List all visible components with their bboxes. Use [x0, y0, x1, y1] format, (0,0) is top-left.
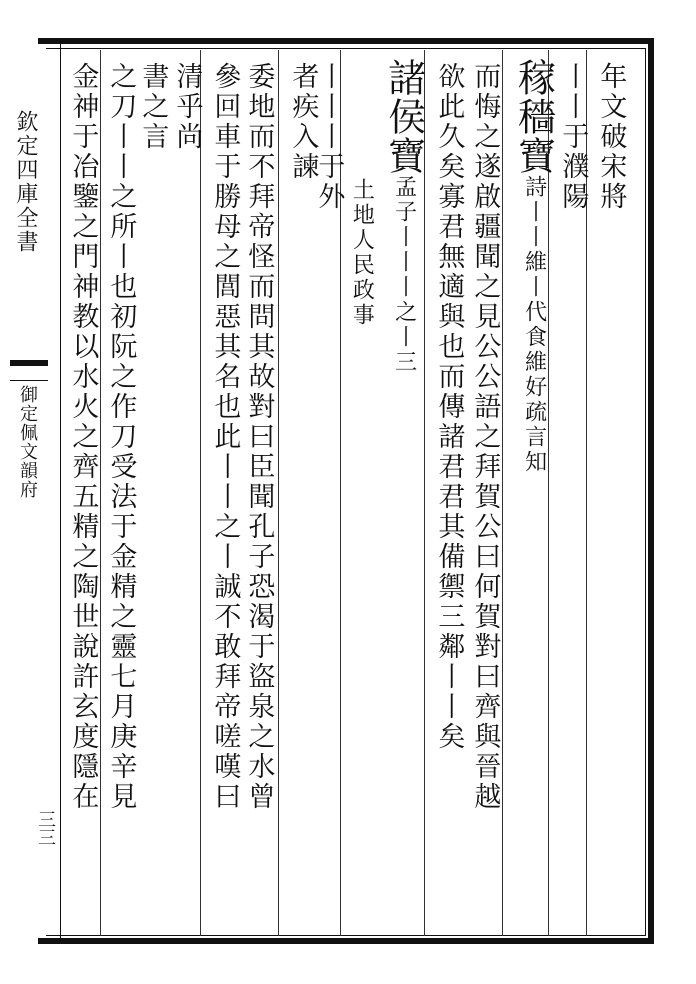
column-rule — [100, 50, 101, 936]
text-column-11: 參回車于勝母之閭惡其名也此丨丨之丨誠不敢拜帝嗟嘆曰 — [209, 62, 241, 812]
text-column-4: 而悔之遂啟疆聞之見公公語之拜賀公曰何賀對曰齊與晉越 — [469, 62, 501, 812]
text-column-3 — [510, 58, 556, 475]
text-column-1: 年文破宋將 — [595, 62, 627, 212]
text-column-12: 清乎尚 — [171, 62, 203, 152]
text-column-6 — [380, 58, 426, 375]
text-column-10: 委地而不拜帝怪而問其故對曰臣聞孔子恐渴于盜泉之水曾 — [243, 62, 275, 812]
text-column-15: 金神于冶鑒之門神教以水火之齊五精之陶世說許玄度隱在 — [67, 62, 99, 812]
column-rule — [200, 50, 201, 936]
spine-subtitle: 御定佩文韻府 — [17, 385, 38, 499]
entry-heading: 諸侯寶 — [381, 58, 426, 175]
text-column-8: 丨丨丨于外 — [313, 62, 345, 212]
text-column-7: 土地人民政事 — [349, 178, 375, 328]
column-rule — [502, 50, 503, 936]
spine-page-number: 三三 — [35, 810, 56, 846]
entry-note: 孟子丨丨丨之丨三 — [391, 175, 417, 375]
text-column-14: 之刀丨丨之所丨也初阮之作刀受法于金精之靈七月庚辛見 — [105, 62, 137, 812]
text-column-2: 丨丨于濮陽 — [557, 62, 589, 212]
text-column-9: 者疾入諫 — [287, 62, 319, 182]
text-column-13: 書之言 — [137, 62, 169, 152]
entry-heading: 稼穡寶 — [511, 58, 556, 175]
entry-note: 詩丨丨維丨代食維好疏言知 — [521, 175, 547, 475]
column-rule — [278, 50, 279, 936]
spine-title: 欽定四庫全書 — [13, 110, 38, 254]
text-column-5: 欲此久矣寡君無適與也而傳諸君君其備禦三鄰丨丨矣 — [433, 62, 465, 752]
